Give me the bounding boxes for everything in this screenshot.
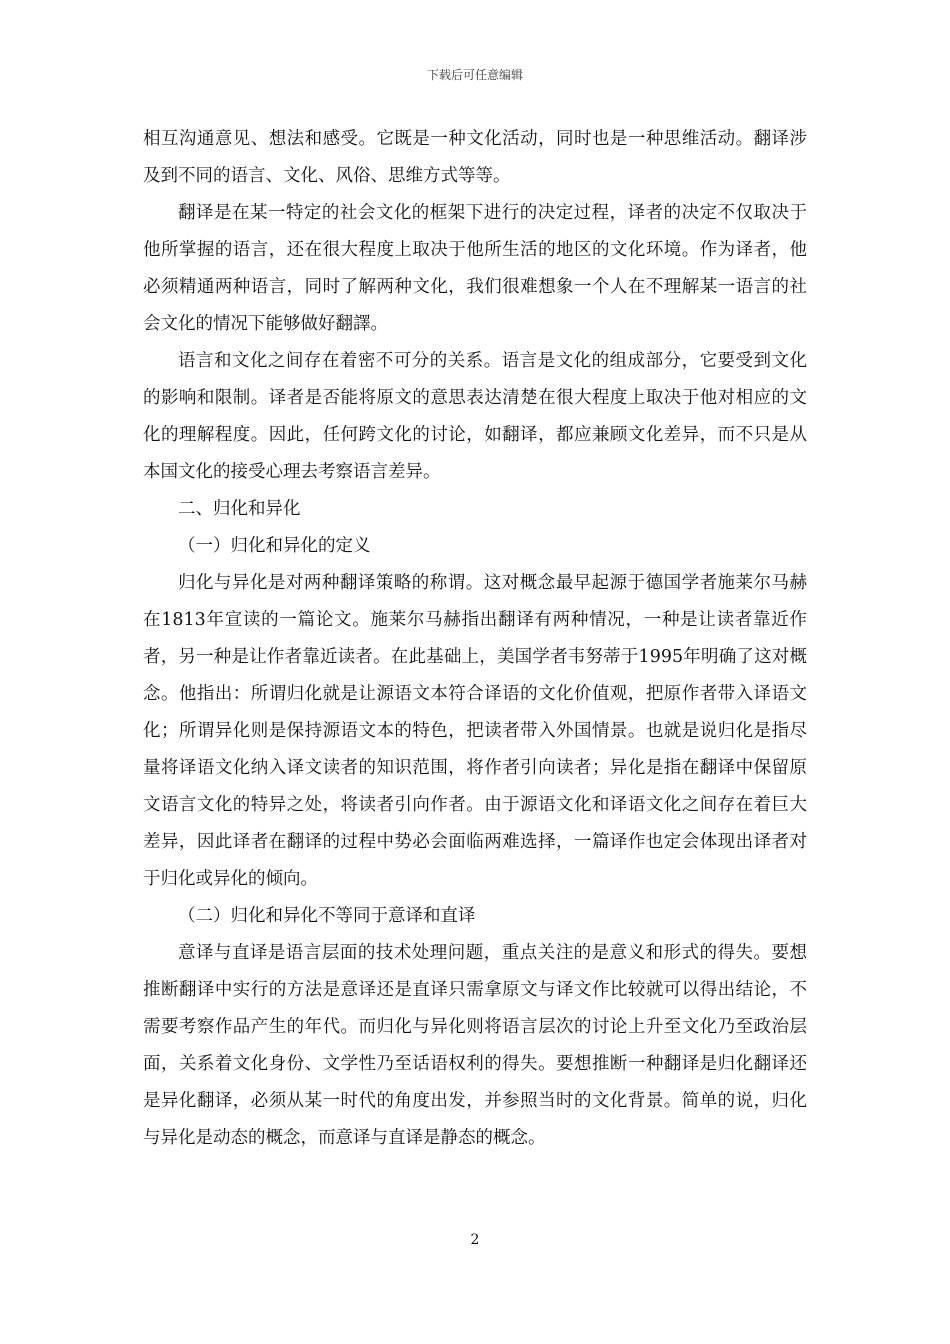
page-header-note: 下载后可任意编辑 (426, 68, 523, 82)
paragraph-translation-decision: 翻译是在某一特定的社会文化的框架下进行的决定过程，译者的决定不仅取决于他所掌握的语言，还在很大程度上取决于他所生活的地区的文化环境。作为译者，他必须精通两种语言，同时了解两种文化，我们很难想象一个人在不理解某一语言的社会文化的情况下能够做好翻譯。 (143, 203, 807, 334)
subsection-heading-definition: （一）归化和异化的定义 (178, 536, 371, 556)
paragraph-continuation: 相互沟通意见、想法和感受。它既是一种文化活动，同时也是一种思维活动。翻译涉及到不同的语言、文化、风俗、思维方式等等。 (143, 129, 807, 186)
paragraph-definition: 归化与异化是对两种翻译策略的称谓。这对概念最早起源于德国学者施莱尔马赫在1813年宣读的一篇论文。施莱尔马赫指出翻译有两种情况，一种是让读者靠近作者，另一种是让作者靠近读者。在此基础上，美国学者韦努蒂于1995年明确了这对概念。他指出：所谓归化就是让源语文本符合译语的文化价值观，把原作者带入译语文化；所谓异化则是保持源语文本的特色，把读者带入外国情景。也就是说归化是指尽量将译语文化纳入译文读者的知识范围，将作者引向读者；异化是指在翻译中保留原文语言文化的特异之处，将读者引向作者。由于源语文化和译语文化之间存在着巨大差异，因此译者在翻译的过程中势必会面临两难选择，一篇译作也定会体现出译者对于归化或异化的倾向。 (143, 573, 807, 889)
page-number: 2 (470, 1232, 480, 1248)
paragraph-language-culture: 语言和文化之间存在着密不可分的关系。语言是文化的组成部分，它要受到文化的影响和限制。译者是否能将原文的意思表达清楚在很大程度上取决于他对相应的文化的理解程度。因此，任何跨文化的讨论，如翻译，都应兼顾文化差异，而不只是从本国文化的接受心理去考察语言差异。 (143, 351, 807, 482)
paragraph-free-vs-literal: 意译与直译是语言层面的技术处理问题，重点关注的是意义和形式的得失。要想推断翻译中实行的方法是意译还是直译只需拿原文与译文作比较就可以得出结论，不需要考察作品产生的年代。而归化与异化则将语言层次的讨论上升至文化乃至政治层面，关系着文化身份、文学性乃至话语权利的得失。要想推断一种翻译是归化翻译还是异化翻译，必须从某一时代的角度出发，并参照当时的文化背景。简单的说，归化与异化是动态的概念，而意译与直译是静态的概念。 (143, 943, 807, 1148)
section-heading-domestication-foreignization: 二、归化和异化 (178, 499, 301, 519)
document-body (143, 121, 807, 1157)
subsection-heading-not-equal: （二）归化和异化不等同于意译和直译 (178, 906, 476, 926)
